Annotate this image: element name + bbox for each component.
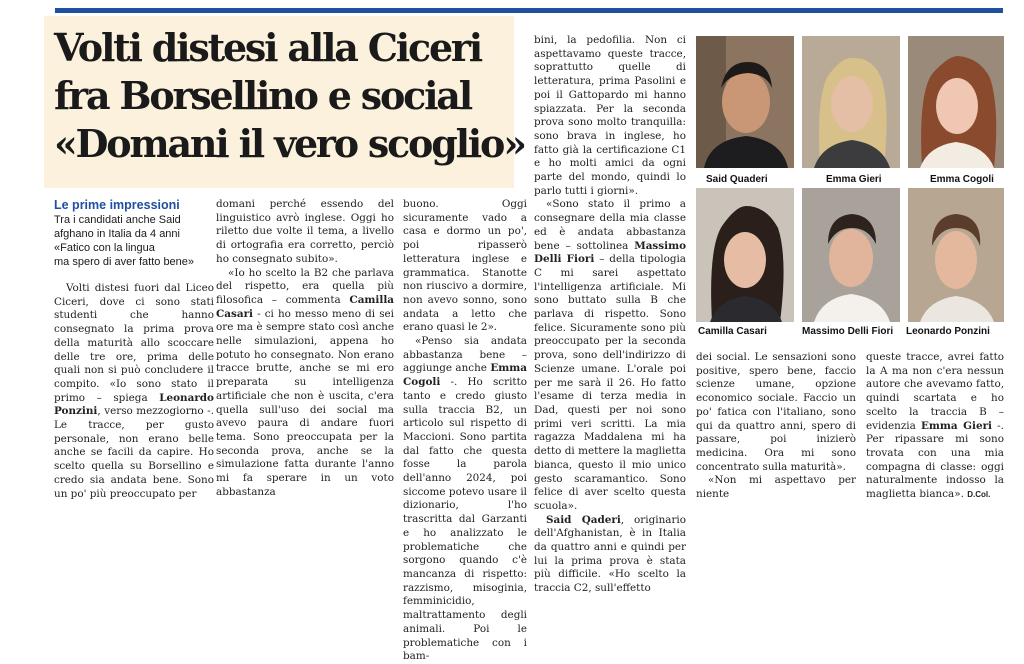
subheading-line-1: Tra i candidati anche Said <box>54 214 181 226</box>
headline-line-3: «Domani il vero scoglio» <box>54 121 525 166</box>
person-name: Massimo Delli Fiori <box>534 239 686 266</box>
photo-caption: Emma Cogoli <box>930 174 994 185</box>
person-name: Emma Gieri <box>921 419 992 432</box>
portrait-photo-massimo <box>802 188 900 322</box>
text: queste tracce, avrei fatto la A ma non c'era nessun autore che avevamo fatto, quindi scartata e ho scelto la traccia B – evidenzia <box>866 351 1004 432</box>
headline-line-2: fra Borsellino e social <box>54 73 471 118</box>
article-column-5 <box>696 351 856 502</box>
subheading-line-2: afghano in Italia da 4 anni <box>54 228 180 240</box>
portrait-photo-said <box>696 36 794 168</box>
text: , originario dell'Afghanistan, è in Italia da quattro anni e quindi per lui la prima prova è stata più difficile. «Ho scelto la traccia C2, sull'effetto <box>534 513 686 595</box>
paragraph: «Non mi aspettavo per niente <box>696 474 856 501</box>
portrait-photo-emma-gieri <box>802 36 900 168</box>
photo-caption: Camilla Casari <box>698 326 767 337</box>
headline-line-1: Volti distesi alla Ciceri <box>54 25 481 70</box>
article-column-6 <box>866 351 1004 502</box>
article-column-2 <box>216 198 394 499</box>
person-name: Emma Cogoli <box>403 362 527 389</box>
photo-caption: Leonardo Ponzini <box>906 326 990 337</box>
paragraph <box>534 198 686 513</box>
paragraph: domani perché essendo del linguistico avrò inglese. Oggi ho riletto due volte il tema, a livello di ortografia era corretto, perciò ho consegnato subito». <box>216 198 394 265</box>
photo-caption: Massimo Delli Fiori <box>802 326 894 337</box>
article-column-3 <box>403 198 527 664</box>
text: – della tipologia C mi sarei aspettato l'intelligenza artificiale. Mi sono buttato sulla B che parlava di rispetto. Sono felice. Sicuramente sono più preoccupato per la seconda prova, sono dell'indirizzo di Scienze umane. L'orale poi per me sarà il 26. Ho fatto l'esame di terza media in Dad, questi per noi sono primi veri scritti. La mia ragazza Maddalena mi ha detto di mettere la maglietta bianca, questo il mio unico gesto scaramantico. Sono felice di aver scelto questa scuola». <box>534 253 686 512</box>
text: Volti distesi fuori dal Liceo Ciceri, dove ci sono stati studenti che hanno consegnato la prima prova della maturità allo scoccare delle tre ore, prima delle quali non si può concludere il compito. «Io sono stato il primo – spiega <box>54 282 214 404</box>
person-name: Leonardo Ponzini <box>54 391 214 418</box>
article-column-4 <box>534 34 686 596</box>
subheading-line-4: ma spero di aver fatto bene» <box>54 256 195 268</box>
paragraph <box>403 335 527 664</box>
paragraph <box>216 267 394 500</box>
text: , verso mezzogiorno -. Le tracce, per gusto personale, non erano belle anche se facili da capire. Ho scelto quella su Borsellino e credo sia andata bene. Sono un po' più preoccupato per <box>54 405 214 500</box>
photo-caption: Emma Gieri <box>826 174 882 185</box>
subheading <box>54 213 214 269</box>
kicker: Le prime impressioni <box>54 198 180 212</box>
text: -. Per ripassare mi sono trovata con una mia compagna di classe: oggi naturalmente indosso la maglietta bianca». <box>866 419 1004 501</box>
text: «Penso sia andata abbastanza bene – aggiunge anche <box>403 335 527 375</box>
paragraph <box>534 514 686 596</box>
portrait-photo-emma-cogoli <box>908 36 1004 168</box>
person-name: Said Qaderi <box>546 513 621 526</box>
portrait-photo-leonardo <box>908 188 1004 322</box>
photo-caption: Said Quaderi <box>706 174 768 185</box>
paragraph: bini, la pedofilia. Non ci aspettavamo queste tracce, soprattutto quelle di letteratura, prima Pasolini e poi il Gattopardo mi hanno spiazzata. Per la seconda prova sono molto tranquilla: sono brava in inglese, ho fatto già la certificazione C1 e ho molti amici da ogni parte del mondo, quindi lo parlo tutti i giorni». <box>534 34 686 197</box>
headline <box>54 24 525 168</box>
author-signature: D.Col. <box>967 490 991 500</box>
paragraph: dei social. Le sensazioni sono positive, spero bene, faccio scienze umane, opzione economico sociale. Faccio un po' fatica con l'italiano, sono qui da quattro anni, spero di passare, poi inizierò medicina. Ora mi sono concentrato sulla maturità». <box>696 351 856 473</box>
paragraph <box>54 282 214 501</box>
text: «Sono stato il primo a consegnare della mia classe ed è andata abbastanza bene – sottolinea <box>534 198 686 252</box>
paragraph: buono. Oggi sicuramente vado a casa e dormo un po', poi ripasserò letteratura inglese e grammatica. Stanotte non riuscivo a dormire, non avevo sonno, sono andata a letto che erano quasi le 2». <box>403 198 527 334</box>
article-column-1 <box>54 282 214 501</box>
text: - ci ho messo meno di sei ore ma è sempre stato così anche nelle simulazioni, appena ho potuto ho consegnato. Non erano tracce brutte, anche se mi ero preparata su intelligenza artificiale che non è uscita, c'era quella sull'uso dei social ma avevo paura di andare fuori tema. Sono preoccupata per la seconda prova, anche se la simulazione fatta durante l'anno mi fa sperare in un voto abbastanza <box>216 307 394 498</box>
subheading-line-3: «Fatico con la lingua <box>54 242 155 254</box>
paragraph <box>866 351 1004 502</box>
text: «Io ho scelto la B2 che parlava del rispetto, era quella più filosofica – commenta <box>216 266 394 306</box>
top-rule <box>55 8 1003 13</box>
portrait-photo-camilla <box>696 188 794 322</box>
person-name: Camilla Casari <box>216 293 394 320</box>
text: -. Ho scritto tanto e credo giusto sulla traccia B2, un articolo sul rispetto di Maccioni. Sono partita dal fatto che questa fosse la parola dell'anno 2024, poi siccome potevo usare il dizionario, l'ho trascritta dal Garzanti e ho analizzato le problematiche che sorgono quando c'è mancanza di rispetto: razzismo, misoginia, femminicidio, maltrattamento degli animali. Poi le problematiche con i bam- <box>403 376 527 663</box>
